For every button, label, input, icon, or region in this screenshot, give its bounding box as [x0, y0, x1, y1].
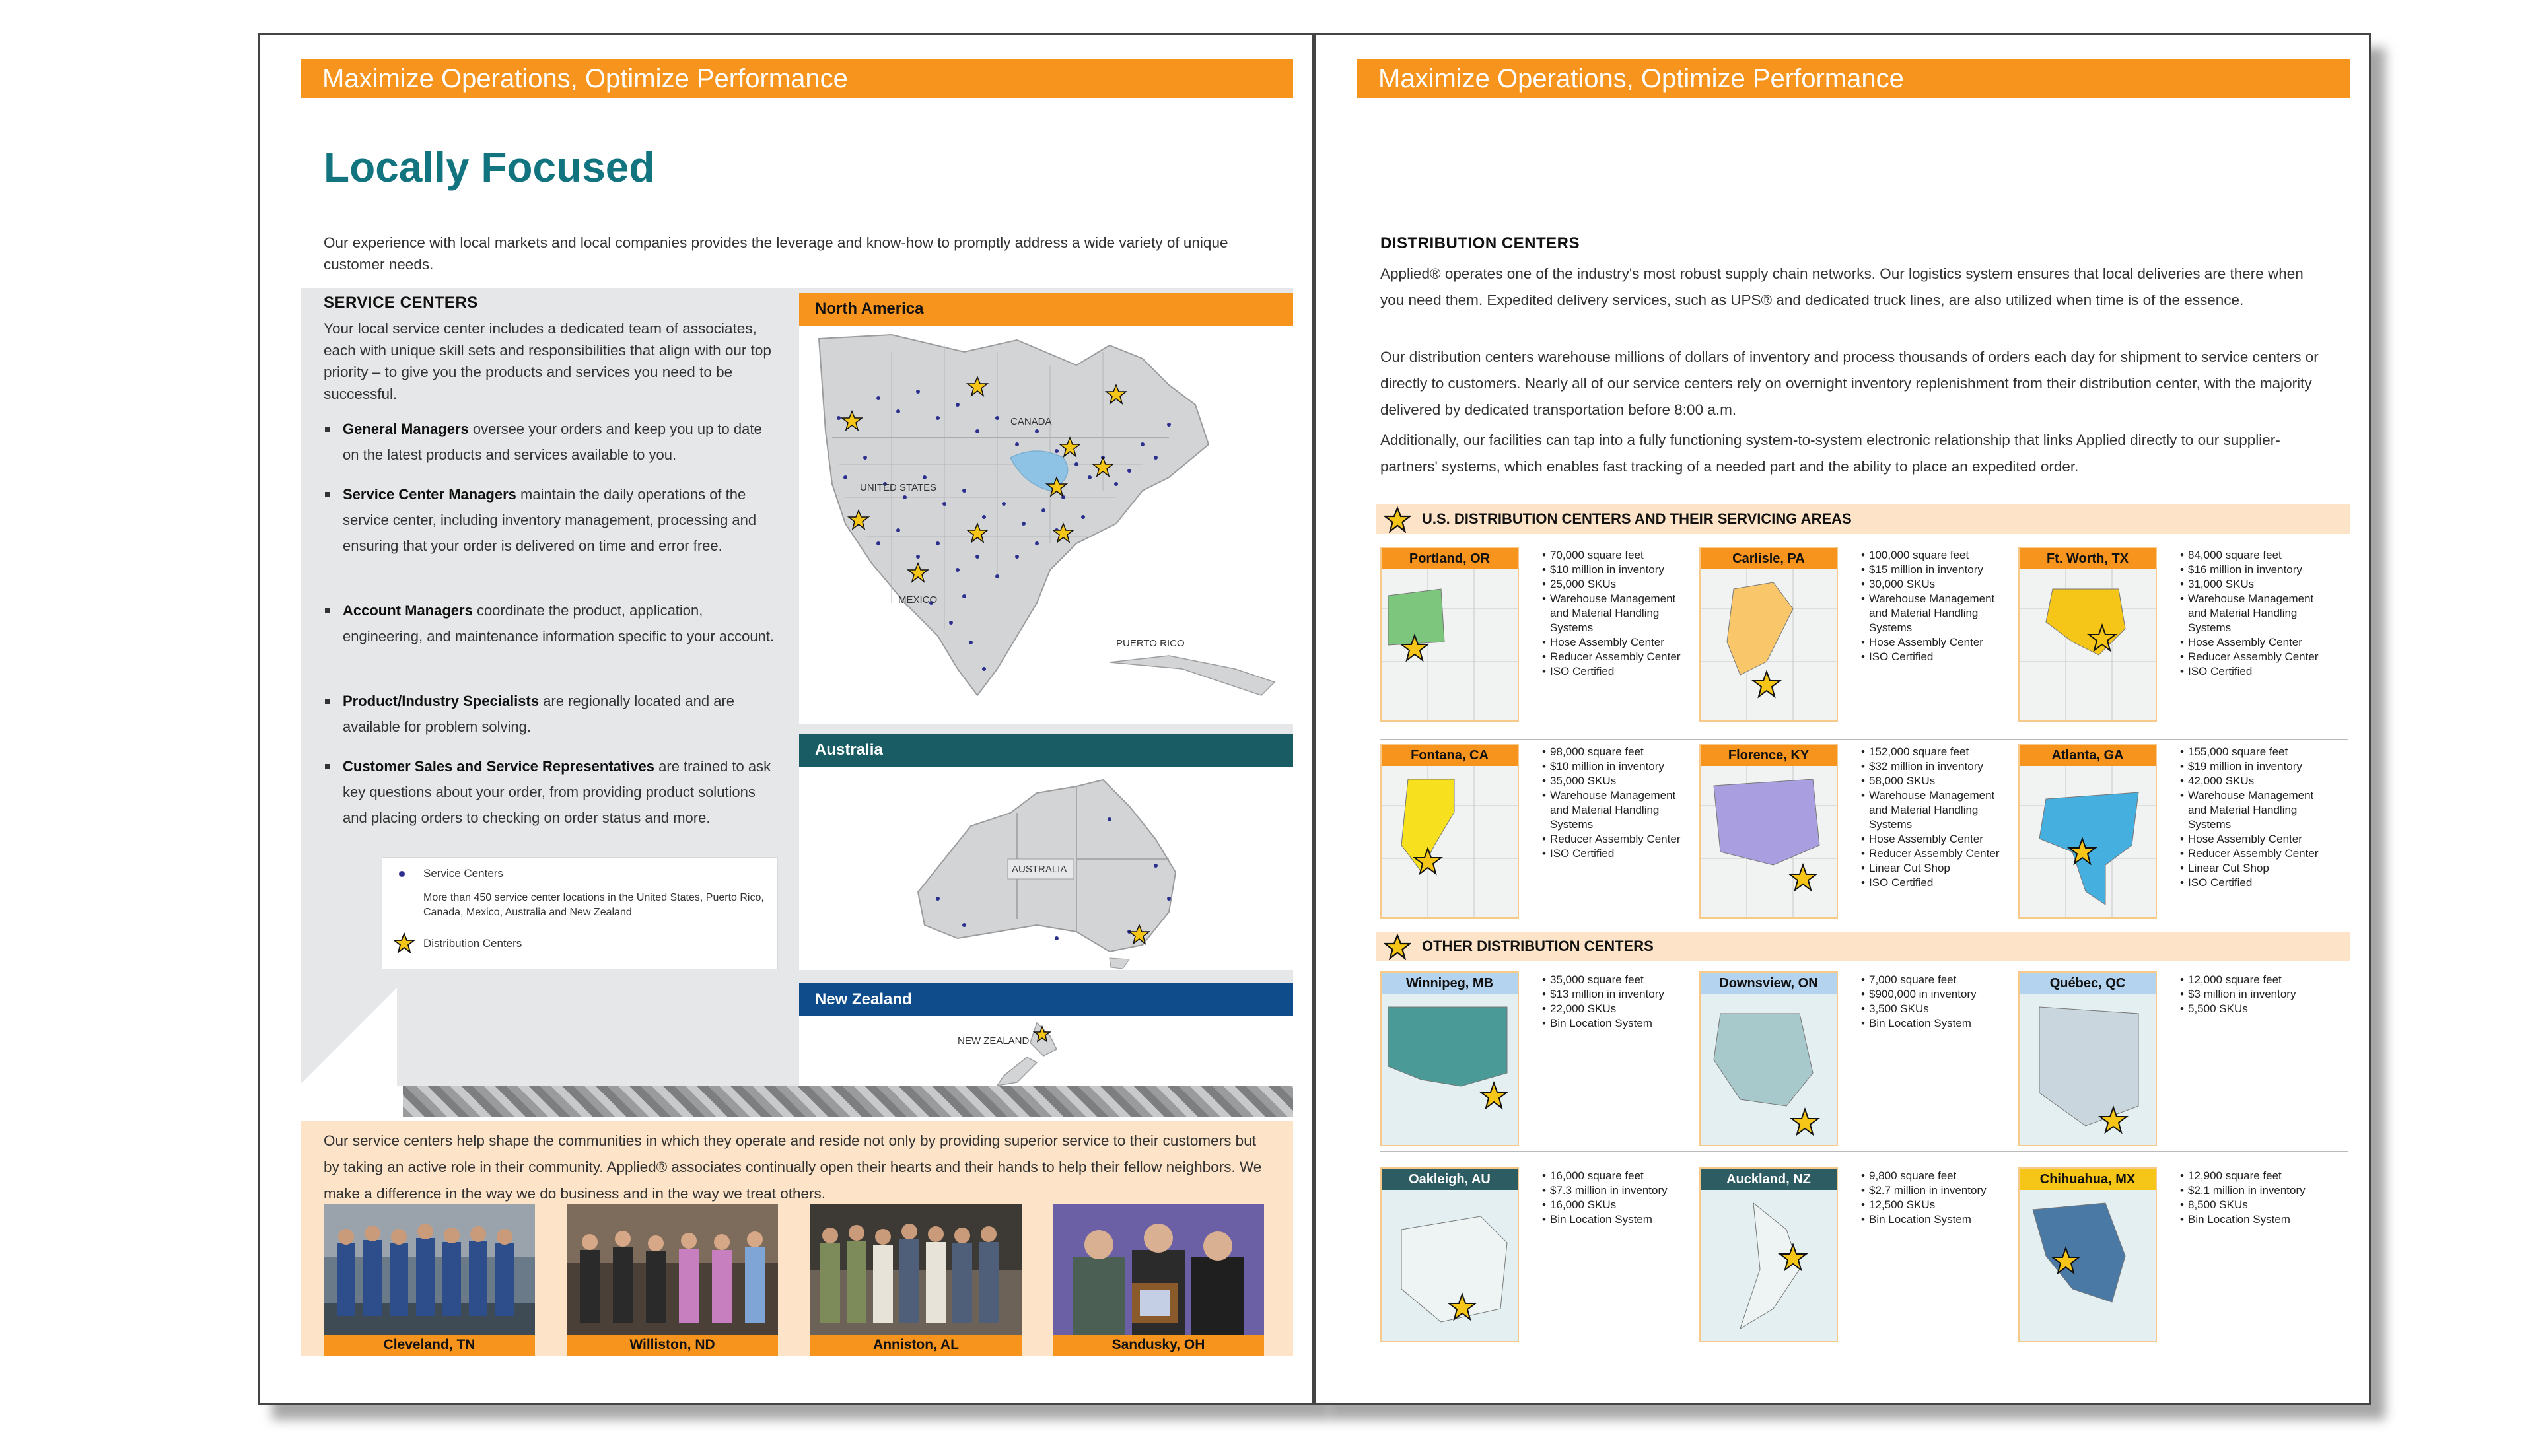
right.us_centers.4-features	[1861, 745, 2016, 890]
feature-item: • $900,000 in inventory	[1861, 987, 2016, 1002]
us-dc-star-icon	[1384, 506, 1411, 533]
feature-item: • 31,000 SKUs	[2180, 577, 2335, 592]
dc-card-ft-worth-tx	[2018, 547, 2157, 722]
dc-card-title: Winnipeg, MB	[1382, 973, 1518, 994]
dc-card-winnipeg-mb	[1380, 971, 1519, 1146]
dc-paragraph-2: Our distribution centers warehouse millions of dollars of inventory and process thousands of orders each day for shipment to service centers or directly to customers. Nearly all of our service centers rely on overnight inventory replenishment from their distribution center, with the majority delivered by dedicated transportation before 8:00 a.m.	[1380, 349, 2319, 418]
dc-card-title: Atlanta, GA	[2020, 745, 2156, 766]
header-band: Maximize Operations, Optimize Performance	[301, 59, 1293, 98]
other-dc-band: OTHER DISTRIBUTION CENTERS	[1376, 932, 2350, 961]
feature-item: • Warehouse Management and Material Handling Systems	[1542, 592, 1697, 635]
feature-item: • Bin Location System	[1861, 1016, 2016, 1031]
dc-card-title: Downsview, ON	[1701, 973, 1837, 994]
feature-item: • 12,000 square feet	[2180, 973, 2335, 987]
dc-card-downsview-on	[1699, 971, 1838, 1146]
distribution-star-icon	[394, 932, 415, 953]
service-centers-body: Your local service center includes a dedicated team of associates, each with unique skill sets and responsibilities that align with our top priority – to give you the products and services you need to be successful.	[324, 320, 771, 402]
photo-williston	[567, 1204, 778, 1336]
feature-item: • Warehouse Management and Material Handling Systems	[2180, 592, 2335, 635]
feature-item: • 155,000 square feet	[2180, 745, 2335, 759]
caption-anniston: Anniston, AL	[810, 1335, 1022, 1356]
legend-service-desc: More than 450 service center locations in the United States, Puerto Rico, Canada, Mexico, Australia and New Zealand	[423, 892, 764, 918]
feature-item: • Bin Location System	[1542, 1212, 1697, 1227]
dc-region-map	[1382, 766, 1519, 919]
right.us_centers.3-features	[1542, 745, 1697, 861]
north-america-map-graphic	[799, 326, 1293, 724]
feature-item: • 9,800 square feet	[1861, 1169, 2016, 1183]
right.other_centers.0-features	[1542, 973, 1697, 1031]
feature-item: • 58,000 SKUs	[1861, 774, 2016, 788]
feature-item: • $32 million in inventory	[1861, 759, 2016, 774]
label-mexico: MEXICO	[898, 594, 938, 606]
dc-card-atlanta-ga	[2018, 744, 2157, 919]
divider-1	[1380, 739, 2348, 740]
other-dc-star-icon	[1384, 934, 1411, 960]
feature-item: • Bin Location System	[1861, 1212, 2016, 1227]
feature-item: • $10 million in inventory	[1542, 759, 1697, 774]
feature-item: • Bin Location System	[1542, 1016, 1697, 1031]
photo-anniston-graphic	[810, 1204, 1022, 1336]
feature-item: • ISO Certified	[2180, 876, 2335, 890]
dc-card-title: Auckland, NZ	[1701, 1169, 1837, 1190]
north-america-map	[799, 326, 1293, 724]
caption-cleveland: Cleveland, TN	[324, 1335, 535, 1356]
feature-item: • 8,500 SKUs	[2180, 1198, 2335, 1212]
dc-region-map	[2020, 1190, 2157, 1342]
label-new-zealand: NEW ZEALAND	[958, 1035, 1030, 1047]
photo-anniston	[810, 1204, 1022, 1336]
feature-item: • Linear Cut Shop	[2180, 861, 2335, 876]
feature-item: • Hose Assembly Center	[1861, 832, 2016, 847]
feature-item: • 3,500 SKUs	[1861, 1002, 2016, 1016]
feature-item: • Warehouse Management and Material Handling Systems	[1542, 788, 1697, 832]
dc-service-area	[1388, 589, 1444, 645]
feature-item: • $3 million in inventory	[2180, 987, 2335, 1002]
page-title: Locally Focused	[324, 143, 655, 191]
us-dc-band: U.S. DISTRIBUTION CENTERS AND THEIR SERVICING AREAS	[1376, 504, 2350, 534]
photo-sandusky	[1053, 1204, 1264, 1336]
feature-item: • 30,000 SKUs	[1861, 577, 2016, 592]
map-legend	[382, 857, 778, 969]
feature-item: • 12,900 square feet	[2180, 1169, 2335, 1183]
right.other_centers.5-features	[2180, 1169, 2335, 1227]
dc-card-portland-or	[1380, 547, 1519, 722]
dc-card-title: Québec, QC	[2020, 973, 2156, 994]
feature-item: • Warehouse Management and Material Handling Systems	[1861, 788, 2016, 832]
feature-item: • $7.3 million in inventory	[1542, 1183, 1697, 1198]
diamond-plate	[403, 1086, 1293, 1117]
label-puerto-rico: PUERTO RICO	[1116, 638, 1185, 649]
dc-card-title: Carlisle, PA	[1701, 548, 1837, 569]
dc-card-oakleigh-au	[1380, 1167, 1519, 1342]
right.us_centers.2-features	[2180, 548, 2335, 679]
right.us_centers.0-features	[1542, 548, 1697, 679]
header-band-right: Maximize Operations, Optimize Performance	[1357, 59, 2350, 98]
feature-item: • Hose Assembly Center	[2180, 832, 2335, 847]
feature-item: • Reducer Assembly Center	[1861, 847, 2016, 861]
feature-item: • $2.1 million in inventory	[2180, 1183, 2335, 1198]
feature-item: • 70,000 square feet	[1542, 548, 1697, 563]
feature-item: • 98,000 square feet	[1542, 745, 1697, 759]
feature-item: • Warehouse Management and Material Handling Systems	[1861, 592, 2016, 635]
dc-card-title: Fontana, CA	[1382, 745, 1518, 766]
dc-paragraph-1: Applied® operates one of the industry's most robust supply chain networks. Our logistics system ensures that local deliveries are there when you need them. Expedited delivery services, such as UPS® and dedicated truck lines, are also utilized when time is of the essence.	[1380, 265, 2304, 308]
photo-williston-graphic	[567, 1204, 778, 1336]
feature-item: • ISO Certified	[1861, 876, 2016, 890]
feature-item: • 100,000 square feet	[1861, 548, 2016, 563]
feature-item: • Bin Location System	[2180, 1212, 2335, 1227]
feature-item: • $2.7 million in inventory	[1861, 1183, 2016, 1198]
dc-region-map	[1701, 766, 1838, 919]
right.other_centers.1-features	[1861, 973, 2016, 1031]
feature-item: • 22,000 SKUs	[1542, 1002, 1697, 1016]
feature-item: • 42,000 SKUs	[2180, 774, 2335, 788]
distribution-centers-heading: DISTRIBUTION CENTERS	[1380, 234, 1580, 252]
dc-region-map	[2020, 766, 2157, 919]
service-center-dot-icon	[399, 871, 405, 877]
dc-card-title: Oakleigh, AU	[1382, 1169, 1518, 1190]
feature-item: • $15 million in inventory	[1861, 563, 2016, 577]
feature-item: • $10 million in inventory	[1542, 563, 1697, 577]
dc-card-qu-bec-qc	[2018, 971, 2157, 1146]
feature-item: • Reducer Assembly Center	[2180, 650, 2335, 664]
bullet-service-center-managers: Service Center Managers maintain the daily operations of the service center, including inventory management, processing and ensuring that your order is delivered on time and error free.	[343, 481, 782, 559]
dc-card-title: Portland, OR	[1382, 548, 1518, 569]
feature-item: • $13 million in inventory	[1542, 987, 1697, 1002]
dc-service-area	[1714, 779, 1819, 865]
divider-2	[1380, 1151, 2348, 1152]
label-australia: AUSTRALIA	[1012, 864, 1067, 875]
dc-region-map	[2020, 569, 2157, 722]
dc-region-map	[1701, 994, 1838, 1146]
feature-item: • ISO Certified	[1542, 847, 1697, 861]
legend-distribution-centers: Distribution Centers	[423, 937, 522, 950]
feature-item: • Hose Assembly Center	[1542, 635, 1697, 650]
photo-cleveland	[324, 1204, 535, 1336]
feature-item: • Warehouse Management and Material Handling Systems	[2180, 788, 2335, 832]
feature-item: • ISO Certified	[1861, 650, 2016, 664]
right-page	[1314, 33, 2371, 1405]
right.other_centers.3-features	[1542, 1169, 1697, 1227]
feature-item: • Reducer Assembly Center	[1542, 650, 1697, 664]
dc-paragraph-3: Additionally, our facilities can tap into a fully functioning system-to-system electronic relationship that links Applied directly to our supplier-partners' systems, which enables fast tracking of a needed part and the ability to place an expedited order.	[1380, 432, 2280, 475]
feature-item: • $16 million in inventory	[2180, 563, 2335, 577]
dc-card-carlisle-pa	[1699, 547, 1838, 722]
dc-card-florence-ky	[1699, 744, 1838, 919]
new-zealand-map-graphic	[799, 1016, 1293, 1086]
right.other_centers.4-features	[1861, 1169, 2016, 1227]
australia-map-graphic	[799, 767, 1293, 970]
caption-williston: Williston, ND	[567, 1335, 778, 1356]
dc-region-map	[1382, 994, 1519, 1146]
feature-item: • Hose Assembly Center	[1861, 635, 2016, 650]
feature-item: • 12,500 SKUs	[1861, 1198, 2016, 1212]
bullet-account-managers: Account Managers coordinate the product, application, engineering, and maintenance information specific to your account.	[343, 598, 782, 649]
feature-item: • 7,000 square feet	[1861, 973, 2016, 987]
dc-card-title: Chihuahua, MX	[2020, 1169, 2156, 1190]
feature-item: • 5,500 SKUs	[2180, 1002, 2335, 1016]
service-centers-heading: SERVICE CENTERS	[324, 294, 478, 312]
feature-item: • $19 million in inventory	[2180, 759, 2335, 774]
label-canada: CANADA	[1010, 416, 1052, 427]
feature-item: • 152,000 square feet	[1861, 745, 2016, 759]
community-text: Our service centers help shape the communities in which they operate and reside not only by providing superior service to their customers but by taking an active role in their community. Applied® associates continually open their hearts and their hands to help their fellow neighbors. We make a difference in the way we do business and in the way we treat others.	[324, 1132, 1262, 1202]
label-united-states: UNITED STATES	[860, 482, 937, 493]
feature-item: • 35,000 square feet	[1542, 973, 1697, 987]
dc-card-title: Ft. Worth, TX	[2020, 548, 2156, 569]
feature-item: • Hose Assembly Center	[2180, 635, 2335, 650]
dc-region-map	[2020, 994, 2157, 1146]
dc-card-title: Florence, KY	[1701, 745, 1837, 766]
photo-sandusky-graphic	[1053, 1204, 1264, 1336]
australia-header: Australia	[799, 734, 1293, 767]
right.us_centers.5-features	[2180, 745, 2335, 890]
left-page	[258, 33, 1314, 1405]
north-america-header: North America	[799, 293, 1293, 326]
legend-service-centers: Service Centers	[423, 867, 503, 880]
intro-text: Our experience with local markets and local companies provides the leverage and know-how to promptly address a wide variety of unique customer needs.	[324, 234, 1228, 273]
right.other_centers.2-features	[2180, 973, 2335, 1016]
bullet-product-specialists: Product/Industry Specialists are regionally located and are available for problem solving.	[343, 688, 782, 740]
right.us_centers.1-features	[1861, 548, 2016, 664]
photo-cleveland-graphic	[324, 1204, 535, 1336]
dc-region-map	[1382, 1190, 1519, 1342]
dc-card-auckland-nz	[1699, 1167, 1838, 1342]
dc-card-chihuahua-mx	[2018, 1167, 2157, 1342]
feature-item: • 16,000 square feet	[1542, 1169, 1697, 1183]
bullet-sales-reps: Customer Sales and Service Representatives are trained to ask key questions about your order, from providing product solutions and placing orders to checking on order status and more.	[343, 753, 782, 831]
dc-region-map	[1701, 569, 1838, 722]
feature-item: • 16,000 SKUs	[1542, 1198, 1697, 1212]
feature-item: • 25,000 SKUs	[1542, 577, 1697, 592]
dc-region-map	[1382, 569, 1519, 722]
panel-corner	[301, 986, 397, 1086]
caption-sandusky: Sandusky, OH	[1053, 1335, 1264, 1356]
feature-item: • Reducer Assembly Center	[2180, 847, 2335, 861]
new-zealand-header: New Zealand	[799, 983, 1293, 1016]
feature-item: • Linear Cut Shop	[1861, 861, 2016, 876]
feature-item: • Reducer Assembly Center	[1542, 832, 1697, 847]
feature-item: • ISO Certified	[1542, 664, 1697, 679]
bullet-general-managers: General Managers oversee your orders and keep you up to date on the latest products and services available to you.	[343, 416, 782, 468]
dc-card-fontana-ca	[1380, 744, 1519, 919]
feature-item: • ISO Certified	[2180, 664, 2335, 679]
dc-region-map	[1701, 1190, 1838, 1342]
new-zealand-map	[799, 1016, 1293, 1086]
feature-item: • 35,000 SKUs	[1542, 774, 1697, 788]
australia-map	[799, 767, 1293, 970]
feature-item: • 84,000 square feet	[2180, 548, 2335, 563]
